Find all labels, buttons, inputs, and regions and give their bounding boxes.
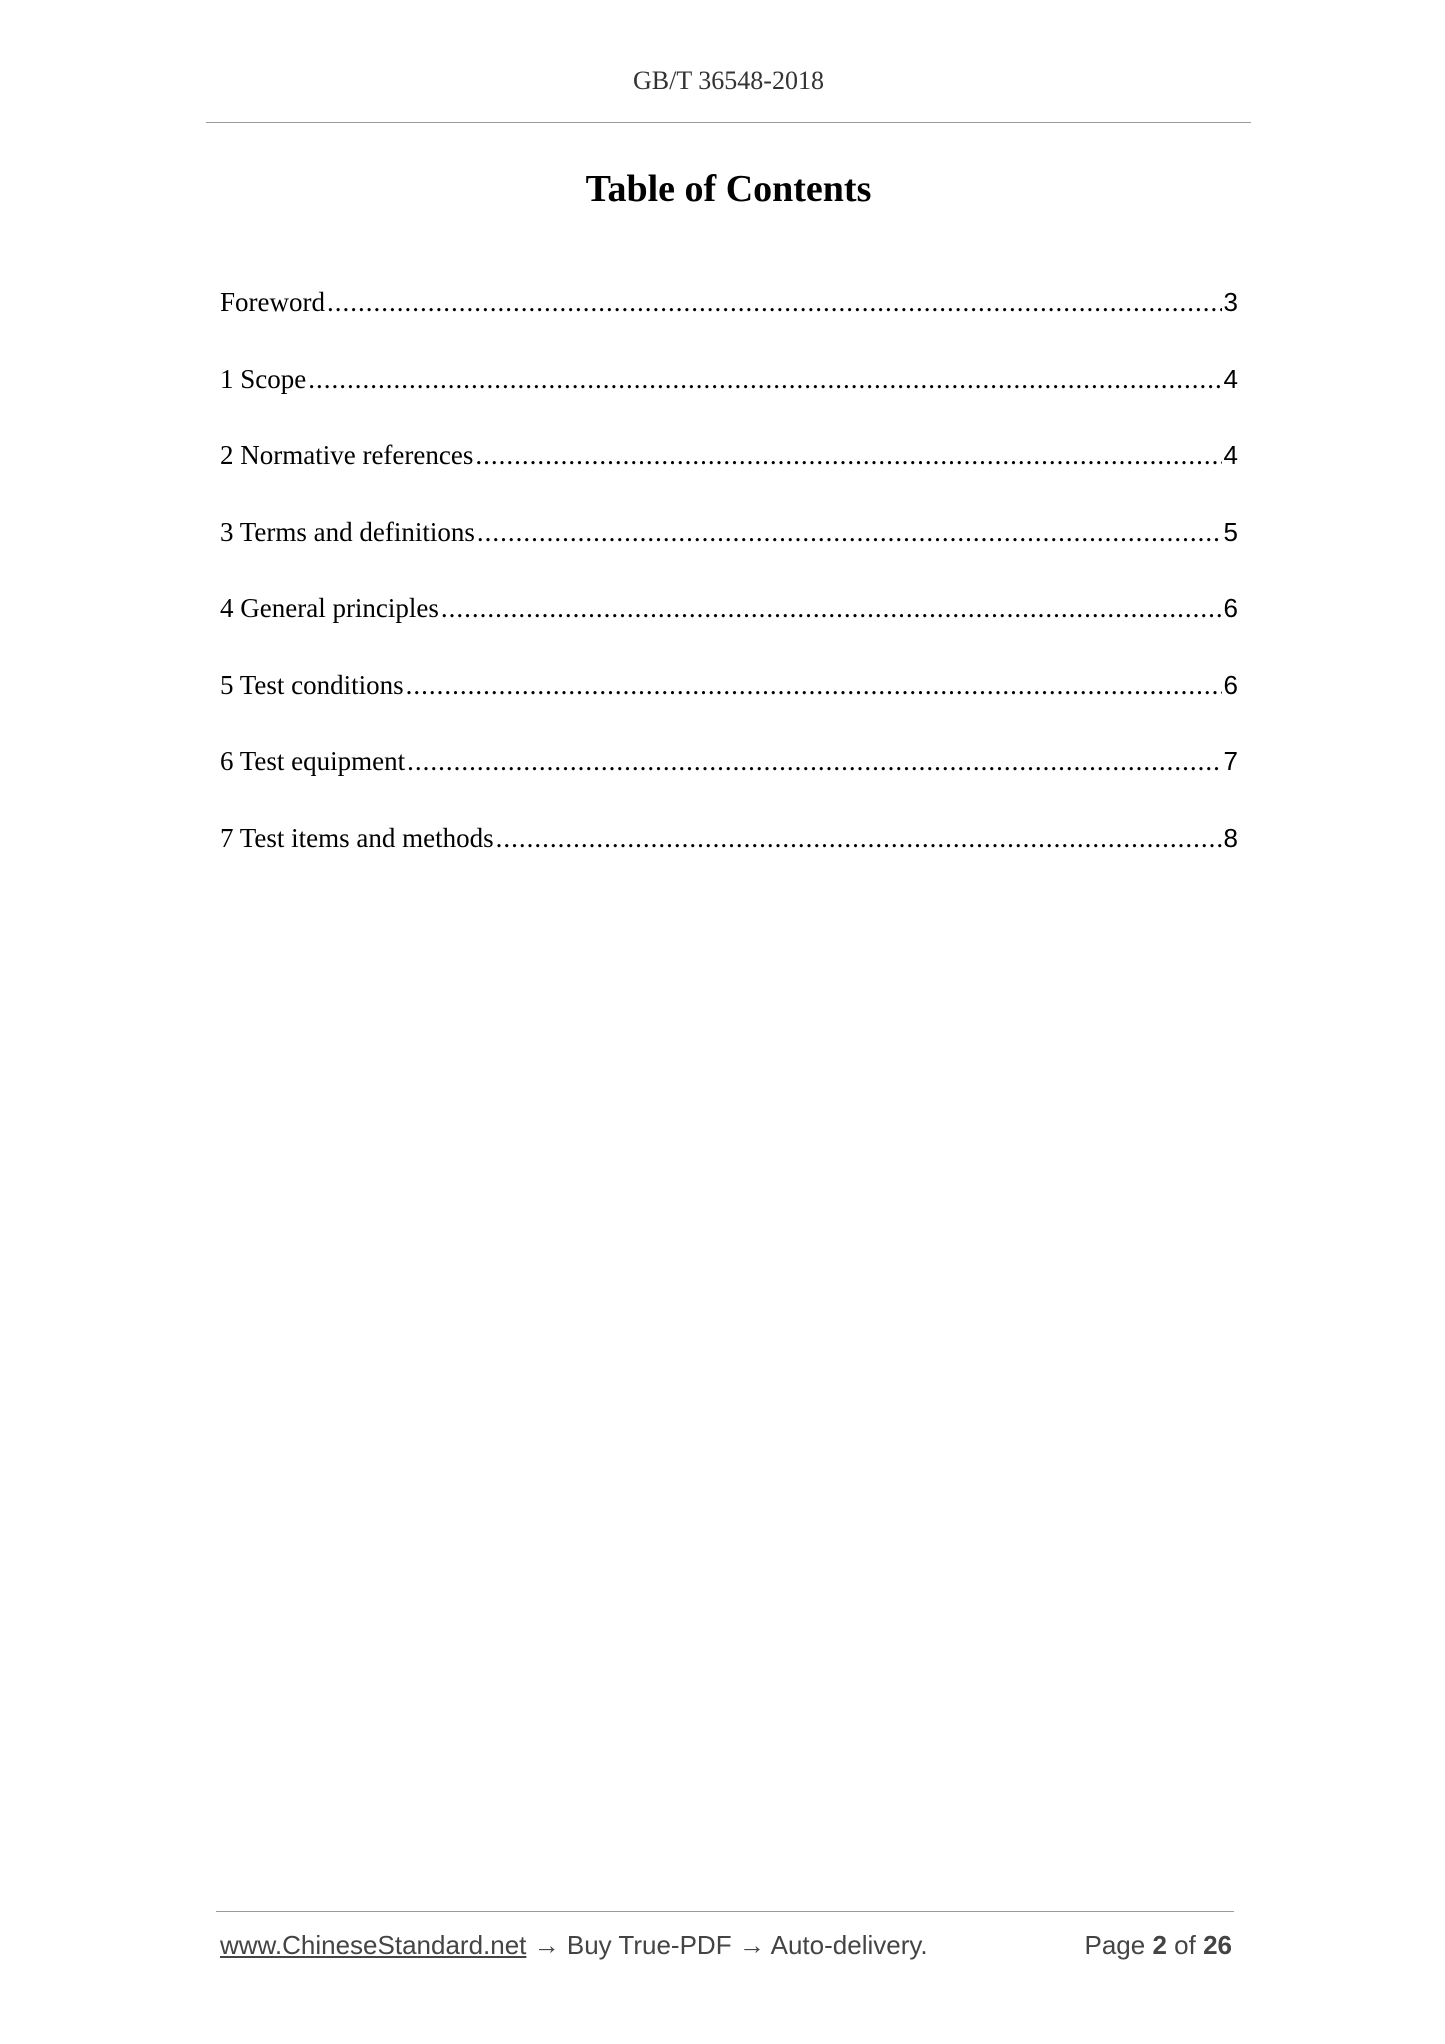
website-link[interactable]: www.ChineseStandard.net [220, 1930, 527, 1960]
footer-promo [220, 1930, 928, 1961]
toc-leader-dots [496, 823, 1222, 854]
toc-entry-normative-references[interactable] [220, 440, 1238, 517]
toc-leader-dots [327, 287, 1222, 318]
toc-entry-label: 7 Test items and methods [220, 822, 494, 853]
toc-entry-page: 7 [1223, 746, 1238, 776]
toc-entry-page: 4 [1223, 440, 1238, 470]
header-divider [206, 122, 1251, 123]
toc-entry-label: 5 Test conditions [220, 669, 404, 700]
page-footer [220, 1930, 1232, 1961]
current-page-number: 2 [1152, 1930, 1167, 1960]
arrow-icon: → [738, 1930, 765, 1960]
toc-leader-dots [477, 517, 1222, 548]
toc-list [220, 287, 1238, 899]
toc-entry-page: 8 [1223, 822, 1238, 853]
toc-entry-page: 6 [1223, 669, 1238, 700]
toc-title: Table of Contents [585, 168, 872, 210]
toc-leader-dots [441, 593, 1222, 624]
toc-entry-page: 4 [1223, 363, 1238, 394]
toc-leader-dots [406, 670, 1222, 701]
arrow-icon: → [533, 1930, 560, 1960]
toc-entry-page: 6 [1223, 593, 1238, 623]
toc-entry-label: 2 Normative references [220, 440, 474, 470]
buy-true-pdf-text: Buy True-PDF [566, 1930, 732, 1960]
toc-entry-general-principles[interactable] [220, 593, 1238, 670]
page-counter [1084, 1930, 1232, 1961]
page-header-doc-id: GB/T 36548-2018 [633, 66, 824, 95]
footer-divider [216, 1911, 1234, 1912]
toc-entry-label: Foreword [220, 287, 325, 317]
toc-entry-scope[interactable] [220, 364, 1238, 441]
toc-entry-terms-and-definitions[interactable] [220, 517, 1238, 594]
of-word: of [1174, 1930, 1196, 1960]
toc-entry-page: 5 [1223, 516, 1238, 547]
toc-entry-foreword[interactable] [220, 287, 1238, 364]
toc-entry-label: 3 Terms and definitions [220, 516, 475, 547]
toc-entry-page: 3 [1223, 287, 1238, 317]
toc-entry-test-equipment[interactable] [220, 746, 1238, 823]
toc-entry-test-items-and-methods[interactable] [220, 823, 1238, 900]
toc-entry-label: 4 General principles [220, 593, 439, 623]
toc-leader-dots [407, 746, 1221, 777]
toc-entry-label: 1 Scope [220, 363, 307, 394]
toc-entry-label: 6 Test equipment [220, 746, 406, 776]
auto-delivery-text: Auto-delivery. [770, 1930, 928, 1960]
page-word: Page [1084, 1930, 1146, 1960]
toc-leader-dots [308, 364, 1221, 395]
toc-leader-dots [475, 440, 1221, 471]
total-pages-number: 26 [1203, 1930, 1232, 1960]
toc-entry-test-conditions[interactable] [220, 670, 1238, 747]
